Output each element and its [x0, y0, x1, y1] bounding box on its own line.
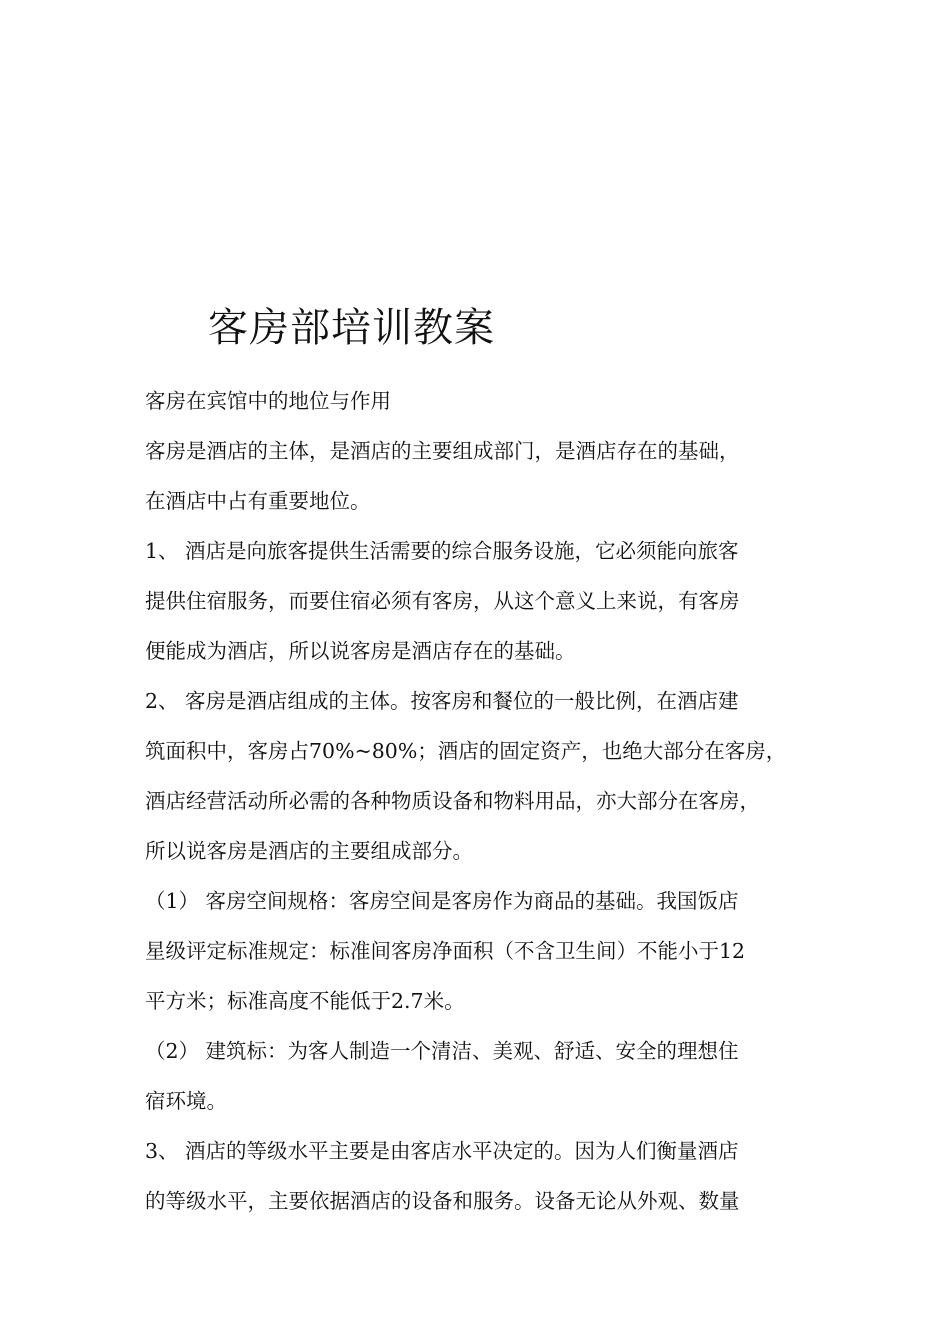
list-item-3-line: 3、 酒店的等级水平主要是由客店水平决定的。因为人们衡量酒店	[145, 1139, 739, 1163]
section-heading: 客房在宾馆中的地位与作用	[145, 389, 391, 413]
paragraph-line: 在酒店中占有重要地位。	[145, 489, 371, 513]
sub-item-1-line: 星级评定标准规定：标准间客房净面积（不含卫生间）不能小于12	[145, 939, 746, 963]
list-item-2-line: 酒店经营活动所必需的各种物质设备和物料用品，亦大部分在客房，	[145, 789, 760, 813]
sub-item-1-line: （1） 客房空间规格：客房空间是客房作为商品的基础。我国饭店	[145, 889, 739, 913]
list-item-1-line: 提供住宿服务，而要住宿必须有客房，从这个意义上来说，有客房	[145, 589, 740, 613]
list-item-1-line: 1、 酒店是向旅客提供生活需要的综合服务设施，它必须能向旅客	[145, 539, 739, 563]
list-item-2-line: 所以说客房是酒店的主要组成部分。	[145, 839, 473, 863]
paragraph-line: 客房是酒店的主体，是酒店的主要组成部门，是酒店存在的基础，	[145, 439, 740, 463]
document-title: 客房部培训教案	[208, 305, 495, 351]
sub-item-1-line: 平方米；标准高度不能低于2.7米。	[145, 989, 465, 1013]
sub-item-2-line: （2） 建筑标：为客人制造一个清洁、美观、舒适、安全的理想住	[145, 1039, 739, 1063]
list-item-1-line: 便能成为酒店，所以说客房是酒店存在的基础。	[145, 639, 576, 663]
sub-item-2-line: 宿环境。	[145, 1089, 227, 1113]
list-item-3-line: 的等级水平，主要依据酒店的设备和服务。设备无论从外观、数量	[145, 1189, 740, 1213]
list-item-2-line: 2、 客房是酒店组成的主体。按客房和餐位的一般比例，在酒店建	[145, 689, 739, 713]
list-item-2-line: 筑面积中，客房占70%~80%；酒店的固定资产，也绝大部分在客房，	[145, 739, 787, 763]
